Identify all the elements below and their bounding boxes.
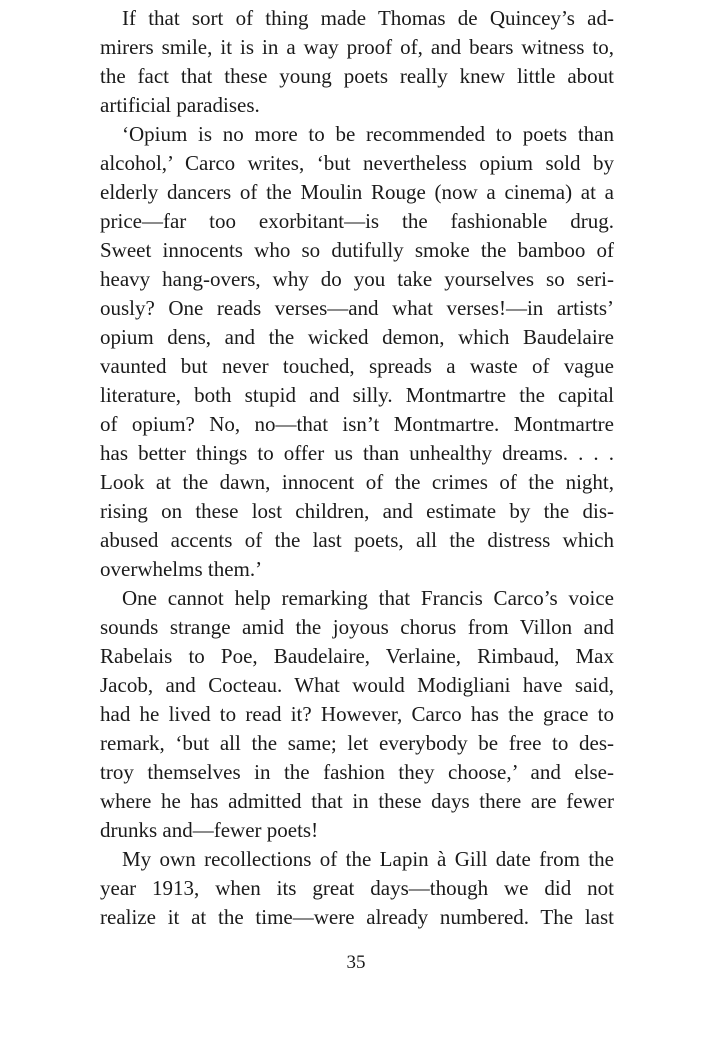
- text-line: price—far too exorbitant—is the fashionable drug.: [100, 209, 614, 233]
- text-line: drunks and—fewer poets!: [100, 818, 319, 842]
- text-line: ‘Opium is no more to be recommended to poets than: [122, 122, 614, 146]
- text-line: Look at the dawn, innocent of the crimes of the night,: [100, 470, 614, 494]
- text-line: My own recollections of the Lapin à Gill date from the: [122, 847, 614, 871]
- text-line: Rabelais to Poe, Baudelaire, Verlaine, Rimbaud, Max: [100, 644, 614, 668]
- text-line: One cannot help remarking that Francis Carco’s voice: [122, 586, 614, 610]
- text-line: had he lived to read it? However, Carco has the grace to: [100, 702, 614, 726]
- text-line: alcohol,’ Carco writes, ‘but nevertheless opium sold by: [100, 151, 614, 175]
- text-line: literature, both stupid and silly. Montmartre the capital: [100, 383, 614, 407]
- text-line: Jacob, and Cocteau. What would Modigliani have said,: [100, 673, 614, 697]
- text-line: the fact that these young poets really knew little about: [100, 64, 614, 88]
- text-line: If that sort of thing made Thomas de Quincey’s ad-: [122, 6, 614, 30]
- text-line: troy themselves in the fashion they choose,’ and else-: [100, 760, 614, 784]
- text-line: of opium? No, no—that isn’t Montmartre. Montmartre: [100, 412, 614, 436]
- page-number: 35: [346, 952, 366, 973]
- text-line: artificial paradises.: [100, 93, 260, 117]
- text-line: Sweet innocents who so dutifully smoke the bamboo of: [100, 238, 614, 262]
- text-line: year 1913, when its great days—though we did not: [100, 876, 614, 900]
- text-line: opium dens, and the wicked demon, which Baudelaire: [100, 325, 614, 349]
- text-line: ously? One reads verses—and what verses!—in artists’: [100, 296, 614, 320]
- text-line: elderly dancers of the Moulin Rouge (now a cinema) at a: [100, 180, 614, 204]
- text-line: mirers smile, it is in a way proof of, and bears witness to,: [100, 35, 614, 59]
- text-line: realize it at the time—were already numbered. The last: [100, 905, 614, 929]
- body-text: [100, 4, 614, 932]
- text-line: sounds strange amid the joyous chorus from Villon and: [100, 615, 614, 639]
- text-line: remark, ‘but all the same; let everybody be free to des-: [100, 731, 614, 755]
- text-line: vaunted but never touched, spreads a waste of vague: [100, 354, 614, 378]
- text-line: heavy hang-overs, why do you take yourselves so seri-: [100, 267, 614, 291]
- text-line: where he has admitted that in these days there are fewer: [100, 789, 614, 813]
- text-line: overwhelms them.’: [100, 557, 263, 581]
- text-line: rising on these lost children, and estimate by the dis-: [100, 499, 614, 523]
- text-line: abused accents of the last poets, all the distress which: [100, 528, 614, 552]
- text-line: has better things to offer us than unhealthy dreams. . . .: [100, 441, 614, 465]
